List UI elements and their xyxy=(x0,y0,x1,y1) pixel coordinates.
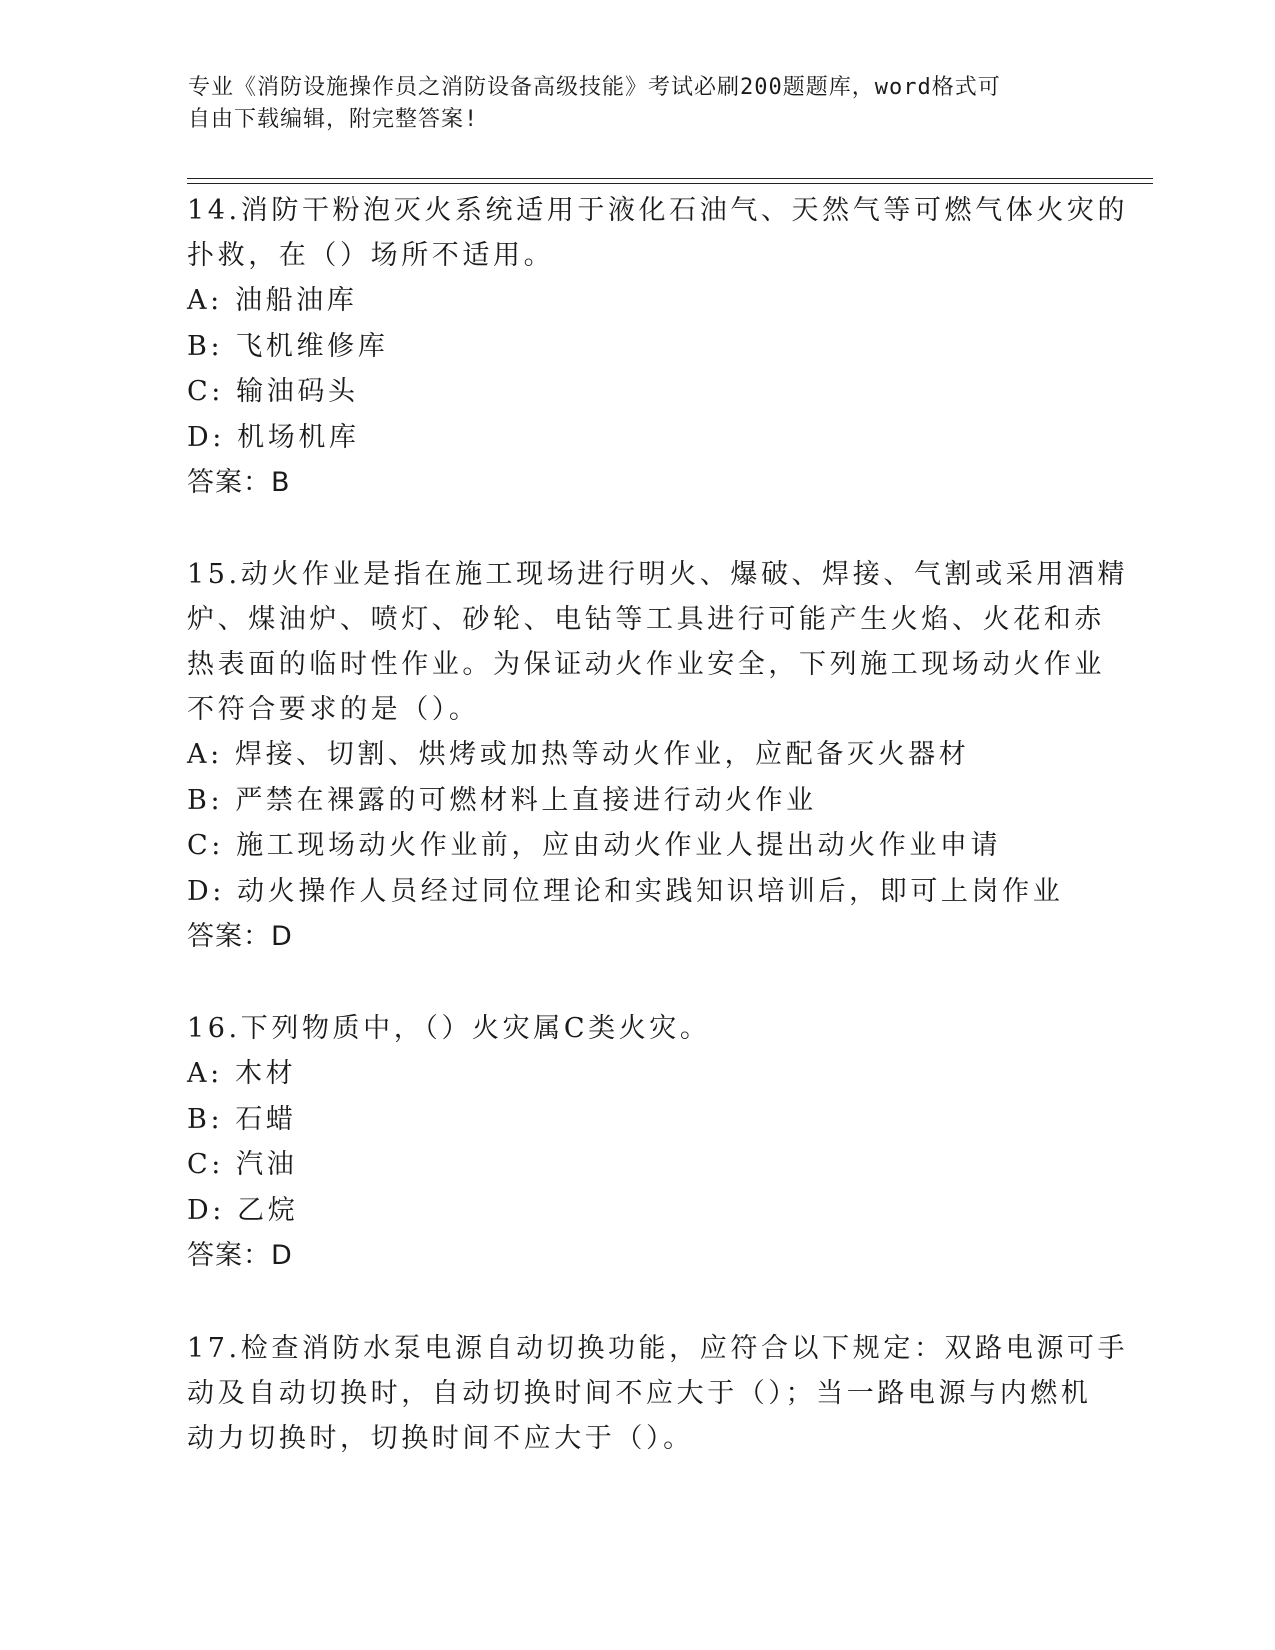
option-b: B: 石蜡 xyxy=(187,1103,297,1135)
question-text-line: 动力切换时，切换时间不应大于（）。 xyxy=(187,1423,694,1454)
question-text-line: 扑救，在（）场所不适用。 xyxy=(187,240,555,271)
question-16 xyxy=(187,1006,1087,1278)
option-c: C: 施工现场动火作业前，应由动火作业人提出动火作业申请 xyxy=(187,830,1002,861)
answer-label: 答案：D xyxy=(187,1240,293,1271)
option-a: A: 油船油库 xyxy=(187,285,358,316)
question-14 xyxy=(187,188,1129,505)
question-text-line: 不符合要求的是（）。 xyxy=(187,694,480,725)
option-c: C: 输油码头 xyxy=(187,376,359,407)
question-text-line: 15.动火作业是指在施工现场进行明火、爆破、焊接、气割或采用酒精 xyxy=(187,559,1129,590)
header-line: 专业《消防设施操作员之消防设备高级技能》考试必刷200题题库，word格式可 xyxy=(188,75,1001,100)
question-text-line: 17.检查消防水泵电源自动切换功能，应符合以下规定：双路电源可手 xyxy=(187,1333,1129,1364)
question-text-line: 炉、煤油炉、喷灯、砂轮、电钻等工具进行可能产生火焰、火花和赤 xyxy=(187,604,1105,635)
document-header xyxy=(188,72,1078,136)
option-b: B: 飞机维修库 xyxy=(187,330,389,362)
header-line: 自由下载编辑，附完整答案! xyxy=(188,107,479,132)
header-divider-top xyxy=(187,178,1153,179)
header-divider-bottom xyxy=(187,183,1153,184)
option-b: B: 严禁在裸露的可燃材料上直接进行动火作业 xyxy=(187,784,817,816)
option-d: D: 机场机库 xyxy=(187,421,360,453)
answer-label: 答案：D xyxy=(187,921,293,952)
question-text-line: 热表面的临时性作业。为保证动火作业安全，下列施工现场动火作业 xyxy=(187,649,1105,680)
option-d: D: 乙烷 xyxy=(187,1194,299,1226)
option-a: A: 焊接、切割、烘烤或加热等动火作业，应配备灭火器材 xyxy=(187,739,970,770)
option-a: A: 木材 xyxy=(187,1058,297,1089)
option-c: C: 汽油 xyxy=(187,1149,298,1180)
question-text-line: 动及自动切换时，自动切换时间不应大于（）；当一路电源与内燃机 xyxy=(187,1378,1092,1409)
question-17 xyxy=(187,1326,1129,1461)
option-d: D: 动火操作人员经过同位理论和实践知识培训后，即可上岗作业 xyxy=(187,875,1064,907)
question-text-line: 14.消防干粉泡灭火系统适用于液化石油气、天然气等可燃气体火灾的 xyxy=(187,195,1129,226)
question-text-line: 16.下列物质中，（）火灾属C类火灾。 xyxy=(187,1013,711,1044)
answer-label: 答案：B xyxy=(187,467,291,498)
question-15 xyxy=(187,552,1129,959)
